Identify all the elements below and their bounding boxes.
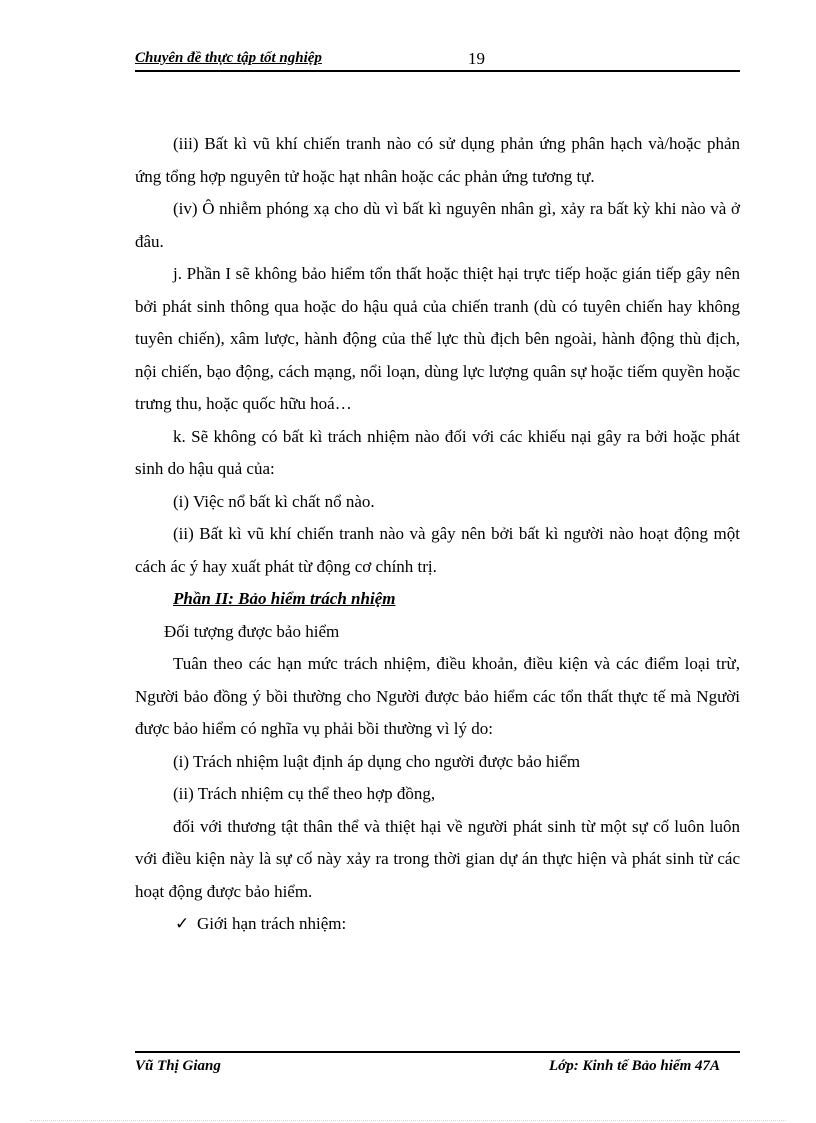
liability-limit-item [135, 908, 740, 941]
document-title: Chuyên đề thực tập tốt nghiệp [135, 50, 322, 66]
paragraph-iii: (iii) Bất kì vũ khí chiến tranh nào có sử dụng phản ứng phân hạch và/hoặc phản ứng tổng hợp nguyên tử hoặc hạt nhân hoặc các phản ứng tương tự. [135, 134, 740, 186]
page-header [135, 46, 740, 72]
section-heading-text: Phần II: Bảo hiểm trách nhiệm [173, 589, 396, 608]
paragraph-liability-i: (i) Trách nhiệm luật định áp dụng cho người được bảo hiểm [173, 751, 581, 771]
paragraph-liability: Tuân theo các hạn mức trách nhiệm, điều khoản, điều kiện và các điểm loại trừ, Người bảo đồng ý bồi thường cho Người được bảo hiểm các tổn thất thực tế mà Người được bảo hiểm có nghĩa vụ phải bồi thường vì lý do: [135, 654, 740, 738]
page-footer [135, 1051, 740, 1081]
section-heading [135, 583, 740, 616]
paragraph-liability-ii: (ii) Trách nhiệm cụ thể theo hợp đồng, [173, 784, 436, 803]
checkmark-icon: ✓ [175, 914, 190, 933]
paragraph-iv: (iv) Ô nhiễm phóng xạ cho dù vì bất kì nguyên nhân gì, xảy ra bất kỳ khi nào và ở đâu. [135, 199, 740, 251]
paragraph-k-ii: (ii) Bất kì vũ khí chiến tranh nào và gây nên bởi bất kì người nào hoạt động một cách ác ý hay xuất phát từ động cơ chính trị. [135, 524, 740, 576]
document-body [135, 128, 740, 941]
footer-author: Vũ Thị Giang [135, 1058, 221, 1074]
paragraph-k: k. Sẽ không có bất kì trách nhiệm nào đối với các khiếu nại gây ra bởi hoặc phát sinh do hậu quả của: [135, 426, 740, 478]
paragraph-k-i: (i) Việc nổ bất kì chất nổ nào. [173, 491, 375, 511]
paragraph-liability-scope: đối với thương tật thân thể và thiệt hại về người phát sinh từ một sự cố luôn luôn với điều kiện này là sự cố này xảy ra trong thời gian dự án thực hiện và phát sinh từ các hoạt động được bảo hiểm. [135, 816, 740, 901]
paragraph-j: j. Phần I sẽ không bảo hiểm tổn thất hoặc thiệt hại trực tiếp hoặc gián tiếp gây nên bởi phát sinh thông qua hoặc do hậu quả của chiến tranh (dù có tuyên chiến hay không tuyên chiến), xâm lược, hành động của thế lực thù địch bên ngoài, hành động thù địch, nội chiến, bạo động, cách mạng, nổi loạn, dùng lực lượng quân sự hoặc tiếm quyền hoặc trưng thu, hoặc quốc hữu hoá… [135, 264, 740, 413]
liability-limit-label: Giới hạn trách nhiệm: [197, 914, 347, 933]
insured-objects-label: Đối tượng được bảo hiểm [164, 621, 340, 641]
page-bottom-divider [30, 1120, 786, 1121]
page-number: 19 [468, 49, 485, 68]
footer-class: Lớp: Kinh tế Bảo hiểm 47A [549, 1058, 720, 1074]
